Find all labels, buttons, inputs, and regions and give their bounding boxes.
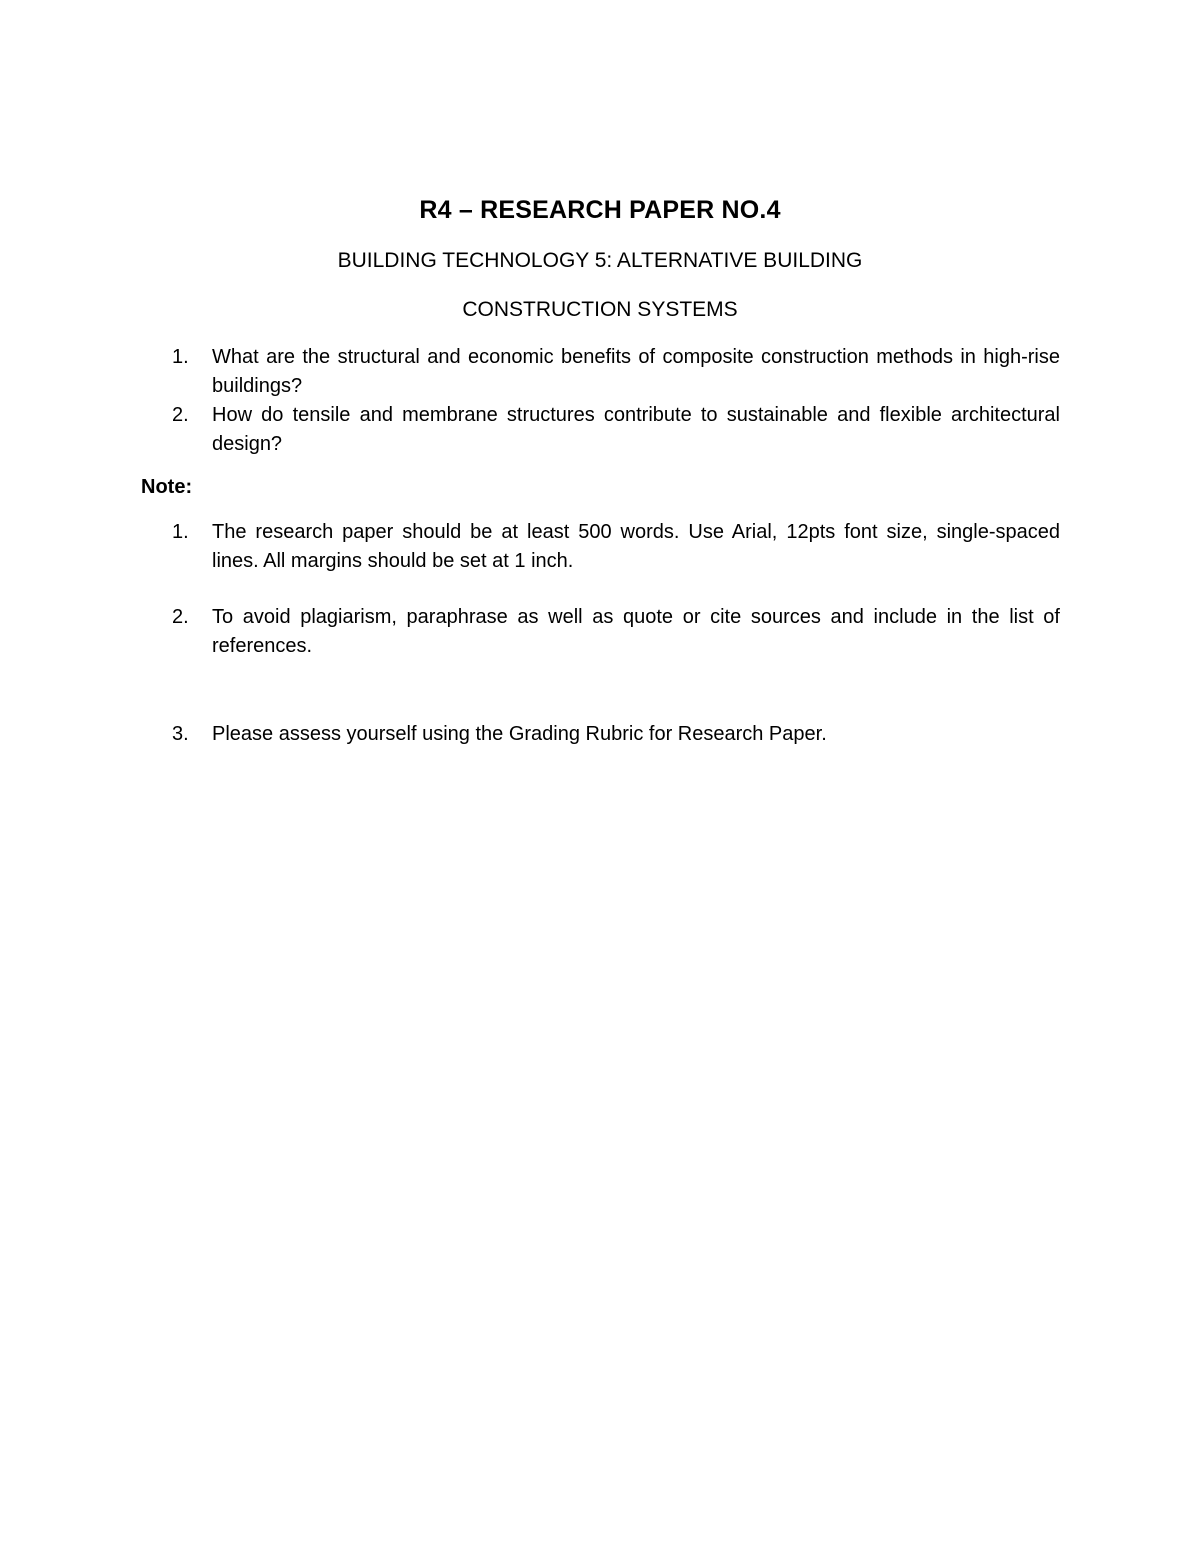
question-item [172,343,1060,401]
note-heading: Note: [141,476,193,498]
notes-list [172,518,1060,749]
course-title-line-2: CONSTRUCTION SYSTEMS [462,298,738,321]
note-item [172,603,1060,661]
document-title: R4 – RESEARCH PAPER NO.4 [419,196,781,224]
question-number: 1. [172,346,189,368]
question-number: 2. [172,404,189,426]
note-item [172,720,1060,749]
note-number: 2. [172,606,189,628]
course-title-line-1: BUILDING TECHNOLOGY 5: ALTERNATIVE BUILDING [337,249,863,272]
note-number: 1. [172,521,189,543]
question-item [172,401,1060,459]
question-text: What are the structural and economic benefits of composite construction methods in high-rise buildings? [212,346,1060,397]
note-number: 3. [172,723,189,745]
note-text: The research paper should be at least 500 words. Use Arial, 12pts font size, single-spaced lines. All margins should be set at 1 inch. [212,521,1060,572]
note-item [172,518,1060,576]
note-text: To avoid plagiarism, paraphrase as well as quote or cite sources and include in the list of references. [212,606,1060,657]
note-text: Please assess yourself using the Grading Rubric for Research Paper. [212,723,827,745]
research-questions-list [172,343,1060,459]
question-text: How do tensile and membrane structures contribute to sustainable and flexible architectural design? [212,404,1060,455]
